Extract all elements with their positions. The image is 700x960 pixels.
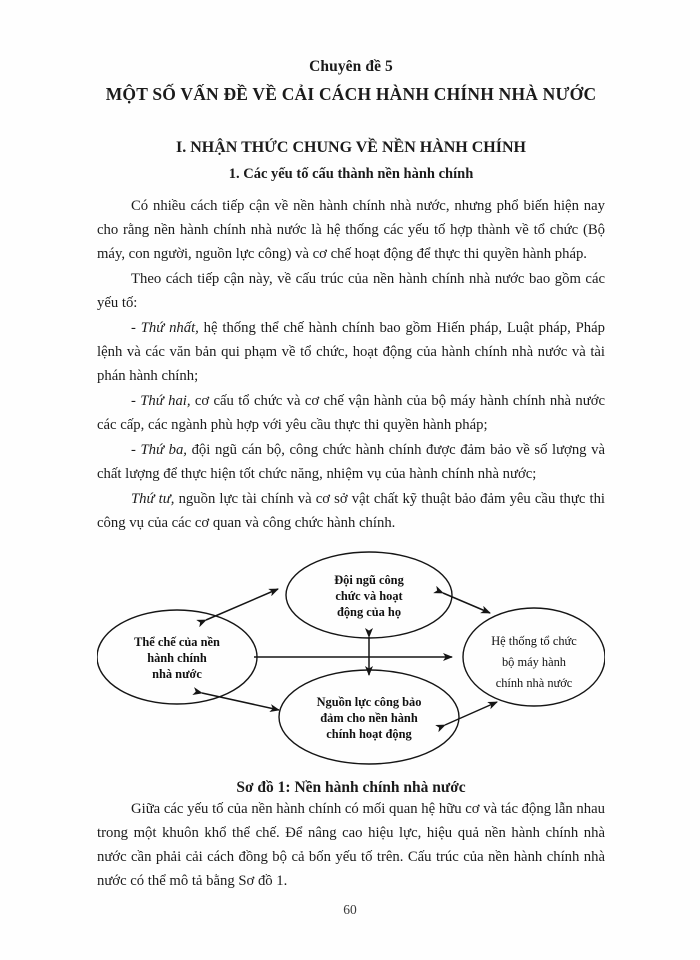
node-label-right-line2: bộ máy hành: [501, 655, 567, 669]
emphasis-thu-nhat: Thứ nhất,: [140, 320, 199, 336]
node-label-bottom: [317, 695, 422, 741]
node-label-bottom-line2: đảm cho nền hành: [320, 711, 418, 725]
paragraph-thu-tu-text: nguồn lực tài chính và cơ sở vật chất kỹ thuật bảo đảm yêu cầu thực thi công vụ của các cơ quan và công chức hành chính.: [97, 491, 605, 531]
paragraph-thu-nhat: [97, 316, 605, 388]
diagram-svg: [97, 545, 605, 777]
paragraph-1: Có nhiều cách tiếp cận về nền hành chính nhà nước, nhưng phổ biến hiện nay cho rằng nền hành chính nhà nước là hệ thống các yếu tố hợp thành về tổ chức (Bộ máy, con người, nguồn lực công) và cơ chế hoạt động để thực thi quyền hành pháp.: [97, 198, 605, 262]
page-number: 60: [343, 902, 357, 917]
page-content: [97, 58, 605, 894]
paragraph-closing: Giữa các yếu tố của nền hành chính có mối quan hệ hữu cơ và tác động lẫn nhau trong một khuôn khổ thể chế. Để nâng cao hiệu lực, hiệu quả nền hành chính nhà nước cần phải cải cách đồng bộ cả bốn yếu tố trên. Cấu trúc của nền hành chính nhà nước có thể mô tả bằng Sơ đồ 1.: [97, 801, 605, 889]
list-dash: -: [131, 442, 141, 458]
node-label-top: [334, 573, 404, 619]
document-title: MỘT SỐ VẤN ĐỀ VỀ CẢI CÁCH HÀNH CHÍNH NHÀ NƯỚC: [105, 84, 597, 104]
node-label-bottom-line1: Nguồn lực công bảo: [316, 695, 422, 709]
node-label-top-line2: chức và hoạt: [335, 589, 403, 603]
paragraph-2: Theo cách tiếp cận này, về cấu trúc của nền hành chính nhà nước bao gồm các yếu tố:: [97, 271, 605, 311]
chapter-label: Chuyên đề 5: [309, 58, 393, 75]
list-dash: -: [131, 320, 141, 336]
diagram-so-do-1: [97, 545, 605, 777]
paragraph-thu-hai-text: cơ cấu tổ chức và cơ chế vận hành của bộ máy hành chính nhà nước các cấp, các ngành phù hợp với yêu cầu thực thi quyền hành pháp;: [97, 393, 605, 433]
paragraph-thu-tu: [97, 487, 605, 535]
node-label-top-line3: động của họ: [336, 605, 402, 619]
list-dash: -: [131, 393, 141, 409]
node-label-left-line2: hành chính: [147, 651, 207, 665]
node-label-bottom-line3: chính hoạt động: [326, 727, 412, 741]
node-label-right-line1: Hệ thống tổ chức: [491, 634, 577, 648]
emphasis-thu-ba: Thứ ba,: [140, 442, 187, 458]
paragraph-thu-nhat-text: hệ thống thể chế hành chính bao gồm Hiến pháp, Luật pháp, Pháp lệnh và các văn bản qui phạm về tổ chức, hoạt động của hành chính nhà nước và tài phán hành chính;: [97, 320, 605, 384]
paragraph-thu-ba: [97, 438, 605, 486]
paragraph-thu-hai: [97, 389, 605, 437]
section-heading: I. NHẬN THỨC CHUNG VỀ NỀN HÀNH CHÍNH: [176, 139, 526, 156]
node-label-right: [491, 634, 577, 690]
sub-heading: 1. Các yếu tố cấu thành nền hành chính: [228, 166, 474, 182]
paragraph-thu-ba-text: đội ngũ cán bộ, công chức hành chính được đảm bảo về số lượng và chất lượng để thực hiện tốt chức năng, nhiệm vụ của hành chính nhà nước;: [97, 442, 605, 482]
node-label-left-line3: nhà nước: [152, 667, 202, 681]
node-label-left-line1: Thể chế của nền: [134, 635, 220, 649]
emphasis-thu-hai: Thứ hai,: [140, 393, 191, 409]
node-label-top-line1: Đội ngũ công: [334, 573, 404, 587]
node-label-right-line3: chính nhà nước: [495, 676, 573, 690]
emphasis-thu-tu: Thứ tư,: [131, 491, 175, 507]
edge-left-top: [206, 589, 278, 620]
diagram-caption: Sơ đồ 1: Nền hành chính nhà nước: [236, 779, 466, 796]
